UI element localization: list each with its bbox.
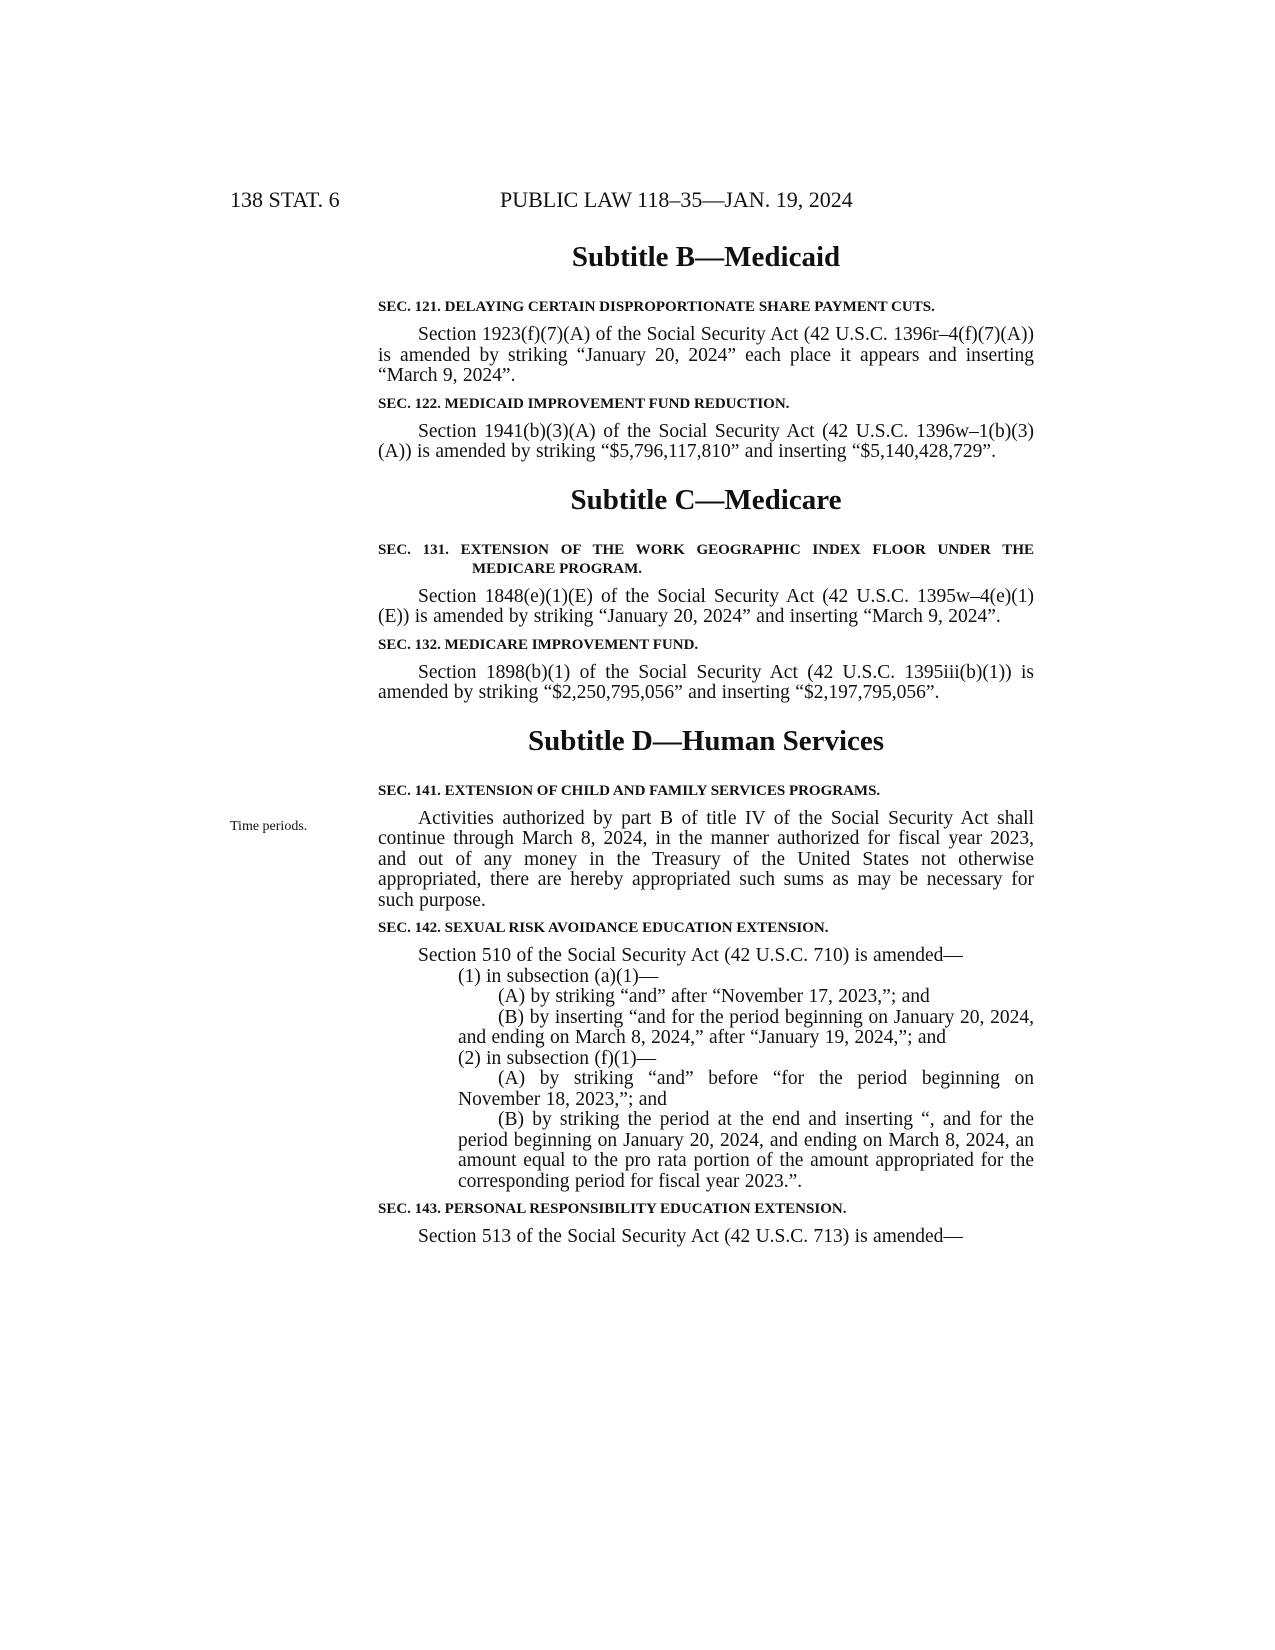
sec-122-text: Section 1941(b)(3)(A) of the Social Security Act (42 U.S.C. 1396w–1(b)(3)(A)) is amended by striking “$5,796,117,810” and inserting “$5,140,428,729”. bbox=[378, 420, 1034, 462]
sec-132-text: Section 1898(b)(1) of the Social Security Act (42 U.S.C. 1395iii(b)(1)) is amended by striking “$2,250,795,056” and inserting “$2,197,795,056”. bbox=[378, 661, 1034, 703]
sec-122-heading: SEC. 122. MEDICAID IMPROVEMENT FUND REDUCTION. bbox=[378, 395, 790, 412]
margin-note: Time periods. bbox=[230, 819, 308, 834]
sec-121-text: Section 1923(f)(7)(A) of the Social Security Act (42 U.S.C. 1396r–4(f)(7)(A)) is amended by striking “January 20, 2024” each place it appears and inserting “March 9, 2024”. bbox=[378, 324, 1034, 386]
sec-142-text: Section 510 of the Social Security Act (42 U.S.C. 710) is amended— bbox=[418, 945, 963, 966]
subtitle-d-heading: Subtitle D—Human Services bbox=[527, 724, 885, 757]
subtitle-b-heading: Subtitle B—Medicaid bbox=[571, 241, 841, 273]
sec-131-text: Section 1848(e)(1)(E) of the Social Security Act (42 U.S.C. 1395w–4(e)(1)(E)) is amended by striking “January 20, 2024” and inserting “March 9, 2024”. bbox=[378, 585, 1034, 627]
sec-131-heading: SEC. 131. EXTENSION OF THE WORK GEOGRAPHIC INDEX FLOOR UNDER THE MEDICARE PROGRAM. bbox=[378, 541, 1034, 577]
running-head bbox=[0, 187, 1275, 217]
sec-142-item-1b: (B) by inserting “and for the period beginning on January 20, 2024, and ending on March 8, 2024,” after “January 19, 2024,”; and bbox=[458, 1006, 1034, 1048]
document-body bbox=[378, 240, 1034, 1248]
subtitle-c-heading: Subtitle C—Medicare bbox=[570, 483, 842, 516]
sec-142-item-2: (2) in subsection (f)(1)— bbox=[458, 1047, 657, 1069]
sec-141-heading: SEC. 141. EXTENSION OF CHILD AND FAMILY SERVICES PROGRAMS. bbox=[378, 782, 881, 799]
sec-143-heading: SEC. 143. PERSONAL RESPONSIBILITY EDUCATION EXTENSION. bbox=[378, 1201, 847, 1217]
sec-143-text: Section 513 of the Social Security Act (42 U.S.C. 713) is amended— bbox=[418, 1226, 963, 1247]
sec-121-heading: SEC. 121. DELAYING CERTAIN DISPROPORTIONATE SHARE PAYMENT CUTS. bbox=[378, 299, 935, 315]
sec-142-item-1a: (A) by striking “and” after “November 17, 2023,”; and bbox=[498, 986, 930, 1007]
page-number: 138 STAT. 6 bbox=[230, 187, 340, 212]
sec-142-item-1: (1) in subsection (a)(1)— bbox=[458, 965, 659, 987]
sec-141-text: Activities authorized by part B of title IV of the Social Security Act shall continue through March 8, 2024, in the manner authorized for fiscal year 2023, and out of any money in the Treasury of the United States not otherwise appropriated, there are hereby appropriated such sums as may be necessary for such purpose. bbox=[378, 807, 1034, 911]
sec-142-heading: SEC. 142. SEXUAL RISK AVOIDANCE EDUCATION EXTENSION. bbox=[378, 920, 829, 936]
sec-142-item-2a: (A) by striking “and” before “for the period beginning on November 18, 2023,”; and bbox=[458, 1068, 1034, 1110]
law-title: PUBLIC LAW 118–35—JAN. 19, 2024 bbox=[500, 187, 853, 212]
sec-132-heading: SEC. 132. MEDICARE IMPROVEMENT FUND. bbox=[378, 636, 699, 653]
sec-142-item-2b: (B) by striking the period at the end and inserting “, and for the period beginning on January 20, 2024, and ending on March 8, 2024, an amount equal to the pro rata portion of the amount appropriated for the corresponding period for fiscal year 2023.”. bbox=[458, 1109, 1034, 1192]
